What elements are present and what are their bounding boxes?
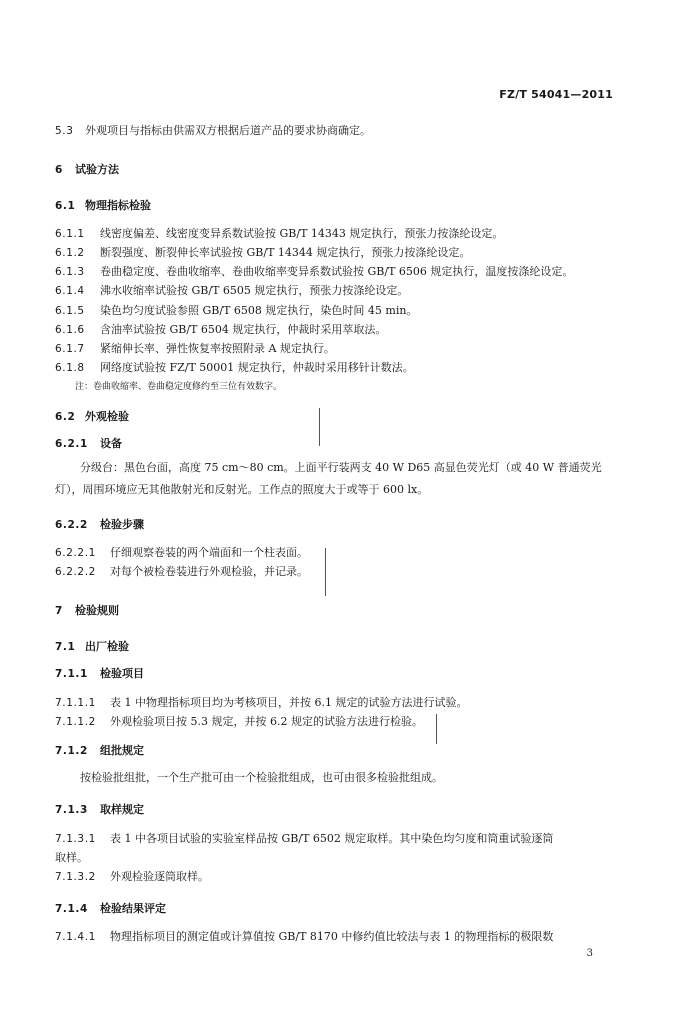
clause-6-1-7: 6.1.7 紧缩伸长率、弹性恢复率按照附录 A 规定执行。	[55, 342, 335, 355]
heading-7: 7 检验规则	[55, 604, 119, 617]
batching-paragraph: 按检验批组批，一个生产批可由一个检验批组成，也可由很多检验批组成。	[80, 771, 443, 784]
clause-6-2-2-2: 6.2.2.2 对每个被检卷装进行外观检验，并记录。	[55, 565, 308, 578]
clause-6-1-1: 6.1.1 线密度偏差、线密度变异系数试验按 GB/T 14343 规定执行，预张力按涤纶设定。	[55, 227, 504, 240]
heading-7-1-1: 7.1.1 检验项目	[55, 667, 144, 680]
heading-6: 6 试验方法	[55, 163, 119, 176]
heading-7-1: 7.1 出厂检验	[55, 640, 129, 653]
clause-6-1-8: 6.1.8 网络度试验按 FZ/T 50001 规定执行，仲裁时采用移针计数法。	[55, 361, 414, 374]
scan-mark	[319, 408, 320, 446]
scan-mark	[325, 548, 326, 596]
clause-6-1-5: 6.1.5 染色均匀度试验参照 GB/T 6508 规定执行，染色时间 45 min。	[55, 304, 418, 317]
clause-6-1-4: 6.1.4 沸水收缩率试验按 GB/T 6505 规定执行，预张力按涤纶设定。	[55, 284, 409, 297]
clause-7-1-3-1-cont: 取样。	[55, 851, 88, 864]
heading-6-2-2: 6.2.2 检验步骤	[55, 518, 144, 531]
clause-7-1-1-1: 7.1.1.1 表 1 中物理指标项目均为考核项目，并按 6.1 规定的试验方法进行试验。	[55, 696, 468, 709]
clause-6-1-3: 6.1.3 卷曲稳定度、卷曲收缩率、卷曲收缩率变异系数试验按 GB/T 6506 规定执行，温度按涤纶设定。	[55, 265, 574, 278]
clause-6-1-6: 6.1.6 含油率试验按 GB/T 6504 规定执行，仲裁时采用萃取法。	[55, 323, 387, 336]
standard-number: FZ/T 54041—2011	[499, 88, 613, 101]
clause-7-1-1-2: 7.1.1.2 外观检验项目按 5.3 规定，并按 6.2 规定的试验方法进行检验。	[55, 715, 423, 728]
heading-6-2: 6.2 外观检验	[55, 410, 129, 423]
clause-6-1-2: 6.1.2 断裂强度、断裂伸长率试验按 GB/T 14344 规定执行，预张力按涤纶设定。	[55, 246, 471, 259]
equipment-paragraph: 分级台：黑色台面，高度 75 cm～80 cm。上面平行装两支 40 W D65 高显色荧光灯（或 40 W 普通荧光灯），周围环境应无其他散射光和反射光。工作点的照度大于或等于 600 lx。	[55, 461, 602, 496]
clause-7-1-3-2: 7.1.3.2 外观检验逐筒取样。	[55, 870, 209, 883]
clause-6-2-2-1: 6.2.2.1 仔细观察卷装的两个端面和一个柱表面。	[55, 546, 308, 559]
heading-6-2-1: 6.2.1 设备	[55, 437, 122, 450]
heading-7-1-4: 7.1.4 检验结果评定	[55, 902, 166, 915]
clause-7-1-4-1: 7.1.4.1 物理指标项目的测定值或计算值按 GB/T 8170 中修约值比较法与表 1 的物理指标的极限数	[55, 930, 554, 943]
heading-6-1: 6.1 物理指标检验	[55, 199, 151, 212]
page-number: 3	[586, 948, 593, 959]
clause-5-3: 5.3 外观项目与指标由供需双方根据后道产品的要求协商确定。	[55, 124, 371, 137]
heading-7-1-2: 7.1.2 组批规定	[55, 744, 144, 757]
clause-7-1-3-1: 7.1.3.1 表 1 中各项目试验的实验室样品按 GB/T 6502 规定取样。其中染色均匀度和筒重试验逐筒	[55, 832, 554, 845]
heading-7-1-3: 7.1.3 取样规定	[55, 803, 144, 816]
scan-mark	[436, 714, 437, 744]
note: 注：卷曲收缩率、卷曲稳定度修约至三位有效数字。	[75, 382, 283, 392]
